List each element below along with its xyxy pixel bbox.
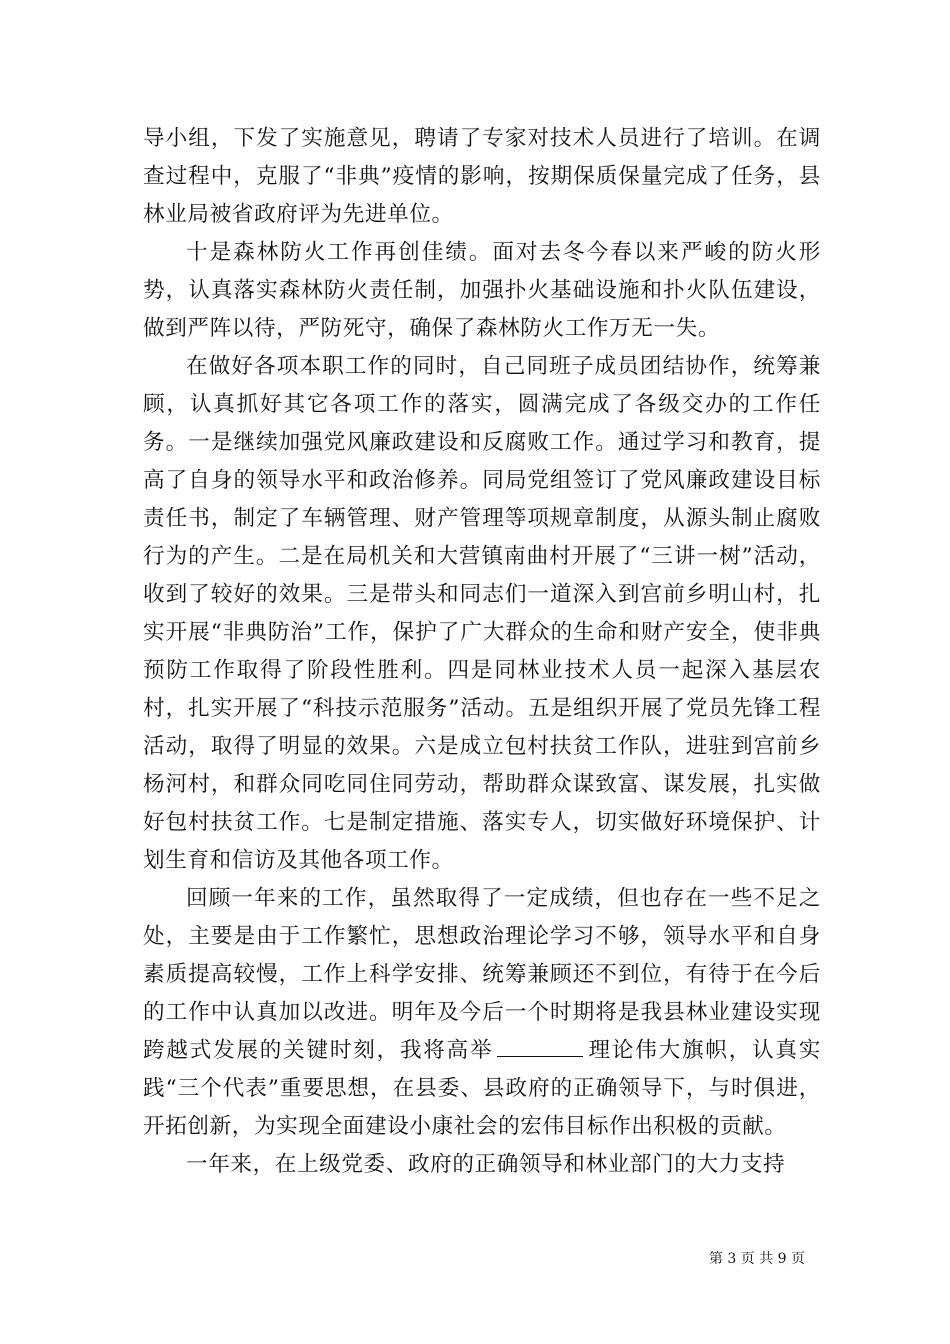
document-body xyxy=(143,120,821,1184)
paragraph-forest-fire-prevention: 十是森林防火工作再创佳绩。面对去冬今春以来严峻的防火形势，认真落实森林防火责任制，加强扑火基础设施和扑火队伍建设，做到严阵以待，严防死守，确保了森林防火工作万无一失。 xyxy=(143,240,821,341)
review-text-after-blank: 理论伟大旗帜，认真实践“三个代表”重要思想，在县委、县政府的正确领导下，与时俱进，开拓创新，为实现全面建设小康社会的宏伟目标作出积极的贡献。 xyxy=(143,1038,821,1139)
fill-in-blank xyxy=(497,1034,583,1057)
paragraph-review xyxy=(143,880,821,1146)
paragraph-training-continuation: 导小组，下发了实施意见，聘请了专家对技术人员进行了培训。在调查过程中，克服了“非典”疫情的影响，按期保质保量完成了任务，县林业局被省政府评为先进单位。 xyxy=(143,126,821,227)
paragraph-year-summary-start: 一年来，在上级党委、政府的正确领导和林业部门的大力支持 xyxy=(186,1152,786,1177)
paragraph-other-work: 在做好各项本职工作的同时，自己同班子成员团结协作，统筹兼顾，认真抓好其它各项工作的落实，圆满完成了各级交办的工作任务。一是继续加强党风廉政建设和反腐败工作。通过学习和教育，提高了自身的领导水平和政治修养。同局党组签订了党风廉政建设目标责任书，制定了车辆管理、财产管理等项规章制度，从源头制止腐败行为的产生。二是在局机关和大营镇南曲村开展了“三讲一树”活动，收到了较好的效果。三是带头和同志们一道深入到宫前乡明山村，扎实开展“非典防治”工作，保护了广大群众的生命和财产安全，使非典预防工作取得了阶段性胜利。四是同林业技术人员一起深入基层农村，扎实开展了“科技示范服务”活动。五是组织开展了党员先锋工程活动，取得了明显的效果。六是成立包村扶贫工作队，进驻到宫前乡杨河村，和群众同吃同住同劳动，帮助群众谋致富、谋发展，扎实做好包村扶贫工作。七是制定措施、落实专人，切实做好环境保护、计划生育和信访及其他各项工作。 xyxy=(143,354,821,873)
review-text-before-blank: 回顾一年来的工作，虽然取得了一定成绩，但也存在一些不足之处，主要是由于工作繁忙，思想政治理论学习不够，领导水平和自身素质提高较慢，工作上科学安排、统筹兼顾还不到位，有待于在今后的工作中认真加以改进。明年及今后一个时期将是我县林业建设实现跨越式发展的关键时刻，我将高举 xyxy=(143,886,821,1063)
page-number-footer: 第 3 页 共 9 页 xyxy=(708,1251,805,1267)
